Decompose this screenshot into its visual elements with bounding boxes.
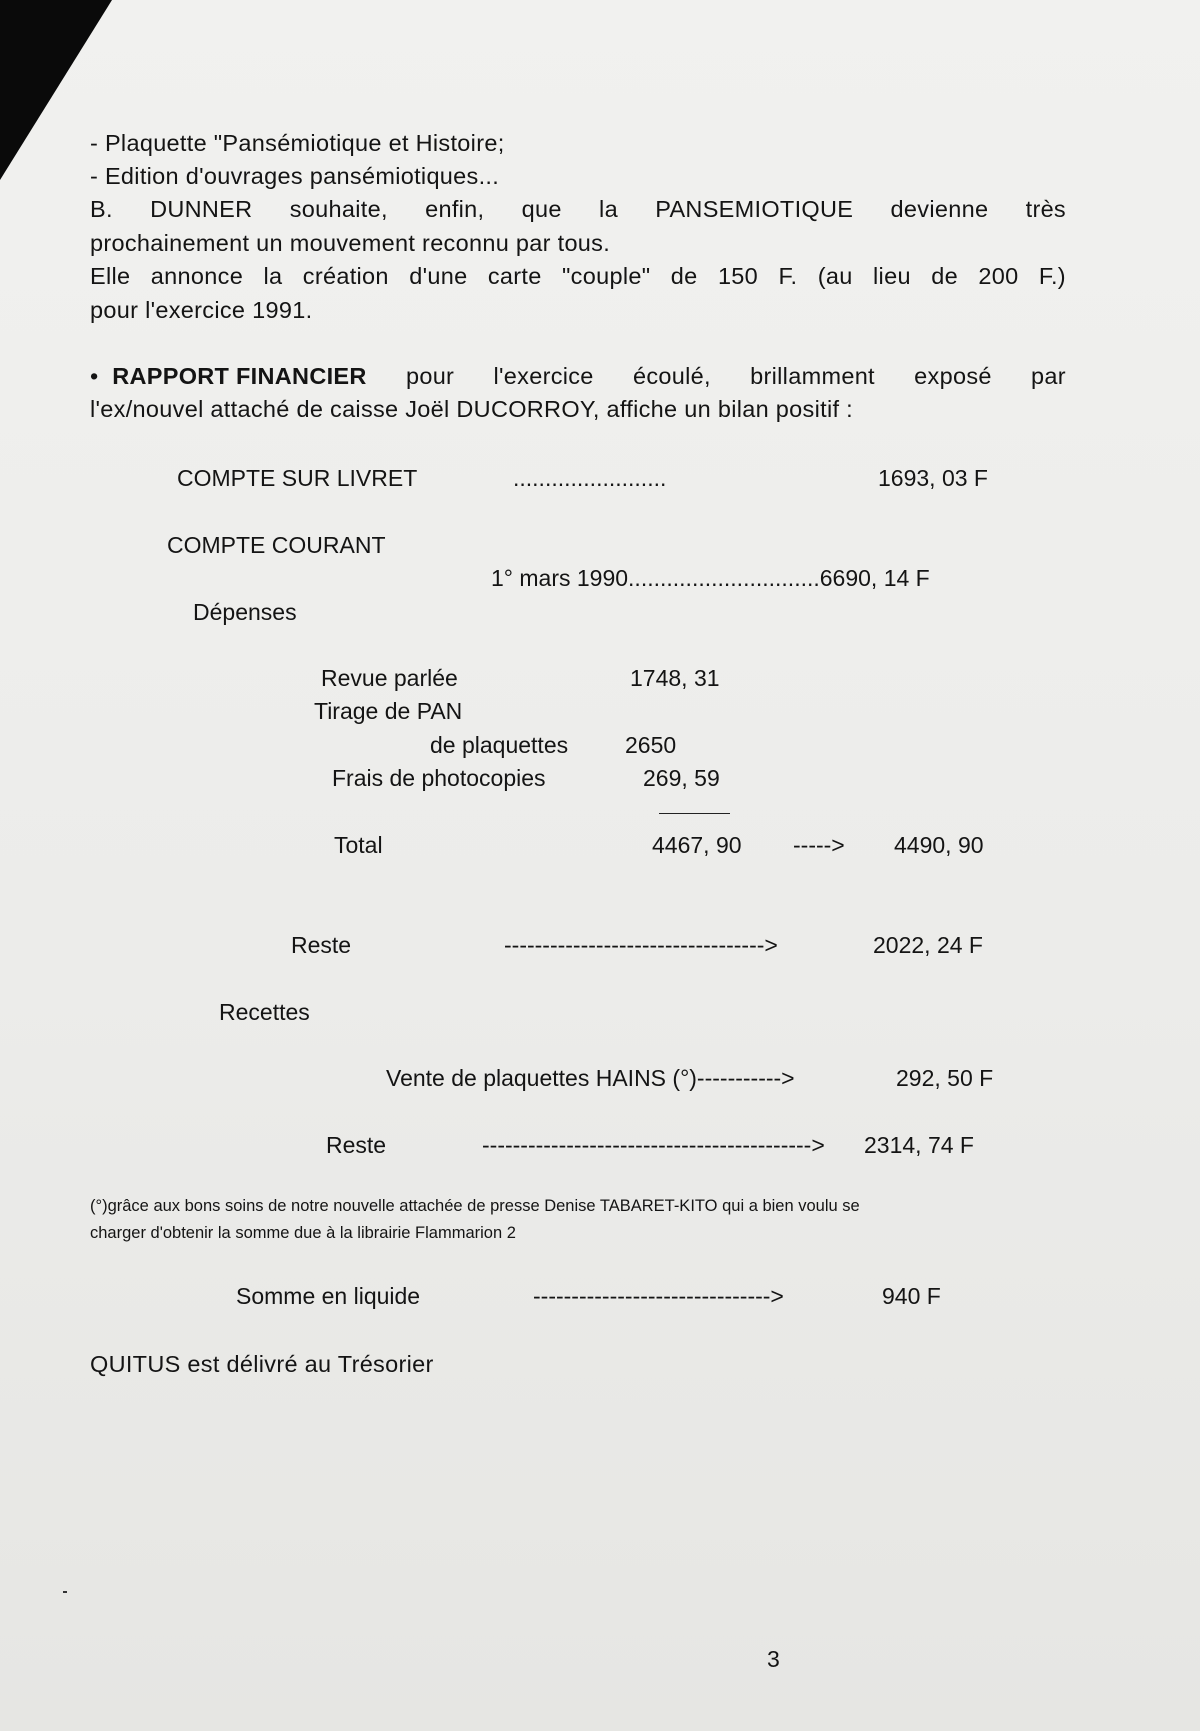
carte-paragraph-line-2: pour l'exercice 1991. bbox=[90, 297, 313, 323]
revue-label: Revue parlée bbox=[321, 665, 458, 691]
dunner-paragraph-line-1: B. DUNNER souhaite, enfin, que la PANSEMIOTIQUE devienne très bbox=[90, 196, 1066, 222]
carte-paragraph-line-1: Elle annonce la création d'une carte "couple" de 150 F. (au lieu de 200 F.) bbox=[90, 263, 1066, 289]
revue-value: 1748, 31 bbox=[630, 665, 720, 691]
courant-date-line: 1° mars 1990..............................6690, 14 F bbox=[491, 565, 930, 591]
report-heading: RAPPORT FINANCIER bbox=[112, 363, 367, 389]
depenses-reste-arrow: ----------------------------------> bbox=[504, 932, 778, 958]
report-line-2: l'ex/nouvel attaché de caisse Joël DUCORROY, affiche un bilan positif : bbox=[90, 396, 853, 422]
tirage-label-2: de plaquettes bbox=[430, 732, 569, 758]
depenses-reste-value: 2022, 24 F bbox=[873, 932, 983, 958]
dunner-paragraph-line-2: prochainement un mouvement reconnu par tous. bbox=[90, 230, 611, 256]
livret-dots: ........................ bbox=[513, 465, 667, 491]
stray-mark bbox=[63, 1591, 67, 1593]
frais-value: 269, 59 bbox=[643, 765, 720, 791]
recettes-reste-arrow: -------------------------------------------> bbox=[482, 1132, 825, 1158]
total-value: 4467, 90 bbox=[652, 832, 742, 858]
tirage-label-1: Tirage de PAN bbox=[314, 698, 463, 724]
tirage-value: 2650 bbox=[625, 732, 677, 758]
liquide-value: 940 F bbox=[882, 1283, 941, 1309]
vente-label: Vente de plaquettes HAINS (°)-----------> bbox=[386, 1065, 795, 1091]
depenses-heading: Dépenses bbox=[193, 599, 297, 625]
livret-label: COMPTE SUR LIVRET bbox=[177, 465, 418, 491]
footnote-line-1: (°)grâce aux bons soins de notre nouvelle attachée de presse Denise TABARET-KITO qui a bien voulu se bbox=[90, 1197, 860, 1215]
courant-label: COMPTE COURANT bbox=[167, 532, 386, 558]
livret-value: 1693, 03 F bbox=[878, 465, 988, 491]
footnote-line-2: charger d'obtenir la somme due à la librairie Flammarion 2 bbox=[90, 1224, 516, 1242]
sum-rule bbox=[659, 813, 730, 814]
liquide-label: Somme en liquide bbox=[236, 1283, 421, 1309]
page-number: 3 bbox=[767, 1646, 780, 1672]
report-line-1: • RAPPORT FINANCIER pour l'exercice écoulé, brillamment exposé par bbox=[90, 363, 1066, 389]
total-result: 4490, 90 bbox=[894, 832, 984, 858]
recettes-reste-value: 2314, 74 F bbox=[864, 1132, 974, 1158]
liquide-arrow: -------------------------------> bbox=[533, 1283, 784, 1309]
depenses-reste-label: Reste bbox=[291, 932, 352, 958]
recettes-reste-label: Reste bbox=[326, 1132, 387, 1158]
quitus-line: QUITUS est délivré au Trésorier bbox=[90, 1351, 434, 1377]
total-label: Total bbox=[334, 832, 383, 858]
total-arrow: -----> bbox=[793, 832, 845, 858]
recettes-heading: Recettes bbox=[219, 999, 310, 1025]
frais-label: Frais de photocopies bbox=[332, 765, 546, 791]
intro-line-1: - Plaquette "Pansémiotique et Histoire; bbox=[90, 130, 505, 156]
intro-line-2: - Edition d'ouvrages pansémiotiques... bbox=[90, 163, 500, 189]
vente-value: 292, 50 F bbox=[896, 1065, 994, 1091]
bullet: • bbox=[90, 363, 99, 389]
